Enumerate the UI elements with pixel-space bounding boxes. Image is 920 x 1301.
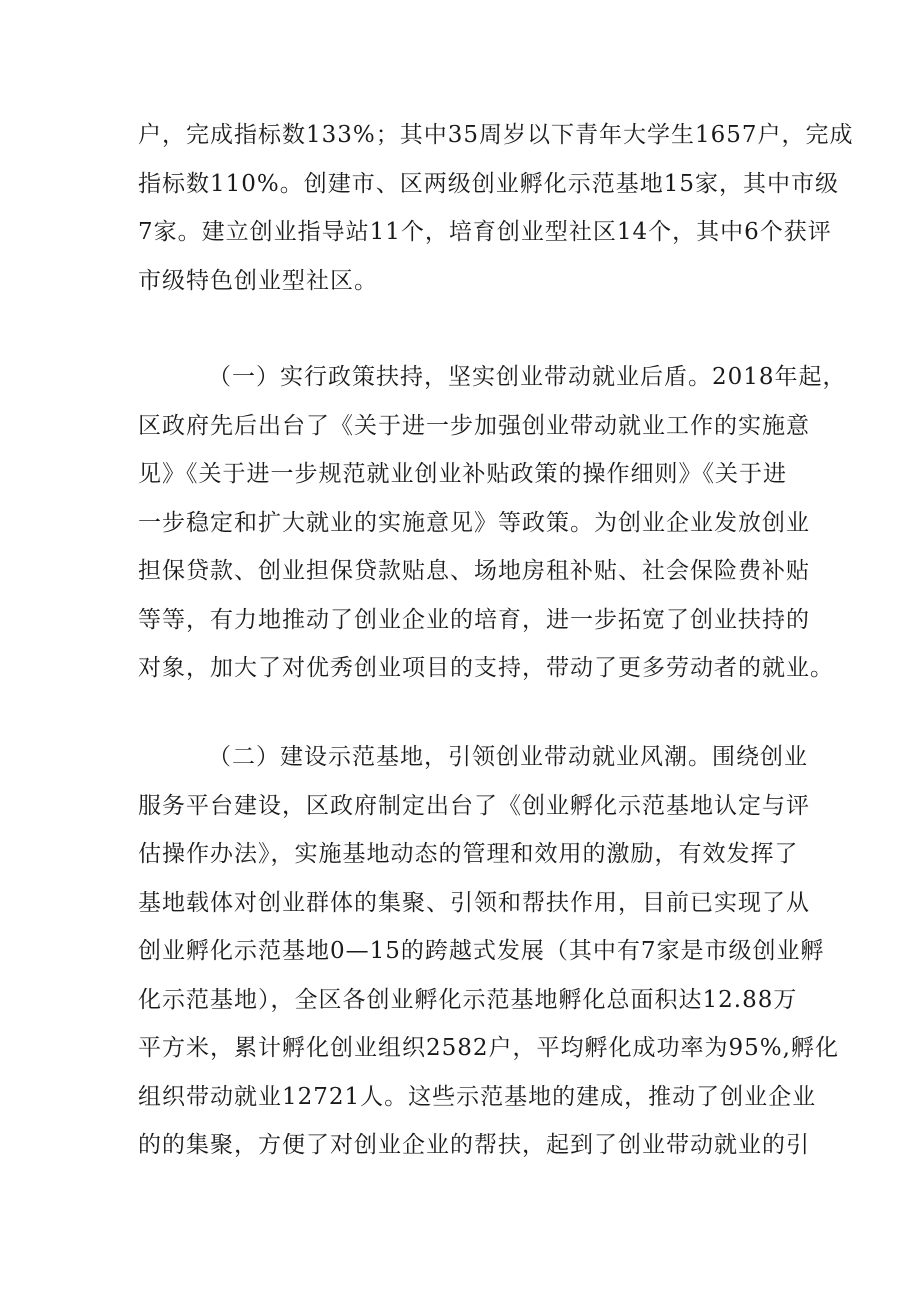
paragraph-line: （二）建设示范基地，引领创业带动就业风潮。围绕创业 [208,744,808,770]
paragraph-line: 户，完成指标数133%；其中35周岁以下青年大学生1657户，完成 [138,122,854,148]
paragraph-continuation [138,111,854,305]
paragraph-line: 一步稳定和扩大就业的实施意见》等政策。为创业企业发放创业 [138,509,810,536]
paragraph-line: 服务平台建设，区政府制定出台了《创业孵化示范基地认定与评 [138,792,810,819]
paragraph-line: 见》《关于进一步规范就业创业补贴政策的操作细则》《关于进 [138,461,787,487]
paragraph-line: 基地载体对创业群体的集聚、引领和帮扶作用，目前已实现了从 [138,889,810,916]
paragraph-line: 组织带动就业12721人。这些示范基地的建成，推动了创业企业 [138,1083,817,1110]
paragraph-line: 创业孵化示范基地0—15的跨越式发展（其中有7家是市级创业孵 [138,938,825,964]
paragraph-line: 指标数110%。创建市、区两级创业孵化示范基地15家，其中市级 [138,170,840,197]
paragraph-line: 7家。建立创业指导站11个，培育创业型社区14个，其中6个获评 [138,219,832,245]
paragraph-line: 化示范基地），全区各创业孵化示范基地孵化总面积达12.88万 [138,986,798,1013]
paragraph-line: （一）实行政策扶持，坚实创业带动就业后盾。2018年起， [208,364,847,390]
paragraph-line: 平方米，累计孵化创业组织2582户，平均孵化成功率为95%,孵化 [138,1035,839,1061]
paragraph-line: 对象，加大了对优秀创业项目的支持，带动了更多劳动者的就业。 [138,655,834,681]
paragraph-line: 市级特色创业型社区。 [138,267,378,294]
paragraph-policy-support [138,353,847,693]
paragraph-line: 等等，有力地推动了创业企业的培育，进一步拓宽了创业扶持的 [138,606,810,633]
paragraph-line: 估操作办法》，实施基地动态的管理和效用的激励，有效发挥了 [138,841,799,867]
paragraph-demo-bases [138,733,839,1170]
paragraph-line: 担保贷款、创业担保贷款贴息、场地房租补贴、社会保险费补贴 [138,558,810,584]
paragraph-line: 区政府先后出台了《关于进一步加强创业带动就业工作的实施意 [138,412,810,439]
paragraph-line: 的的集聚，方便了对创业企业的帮扶，起到了创业带动就业的引 [138,1132,810,1158]
